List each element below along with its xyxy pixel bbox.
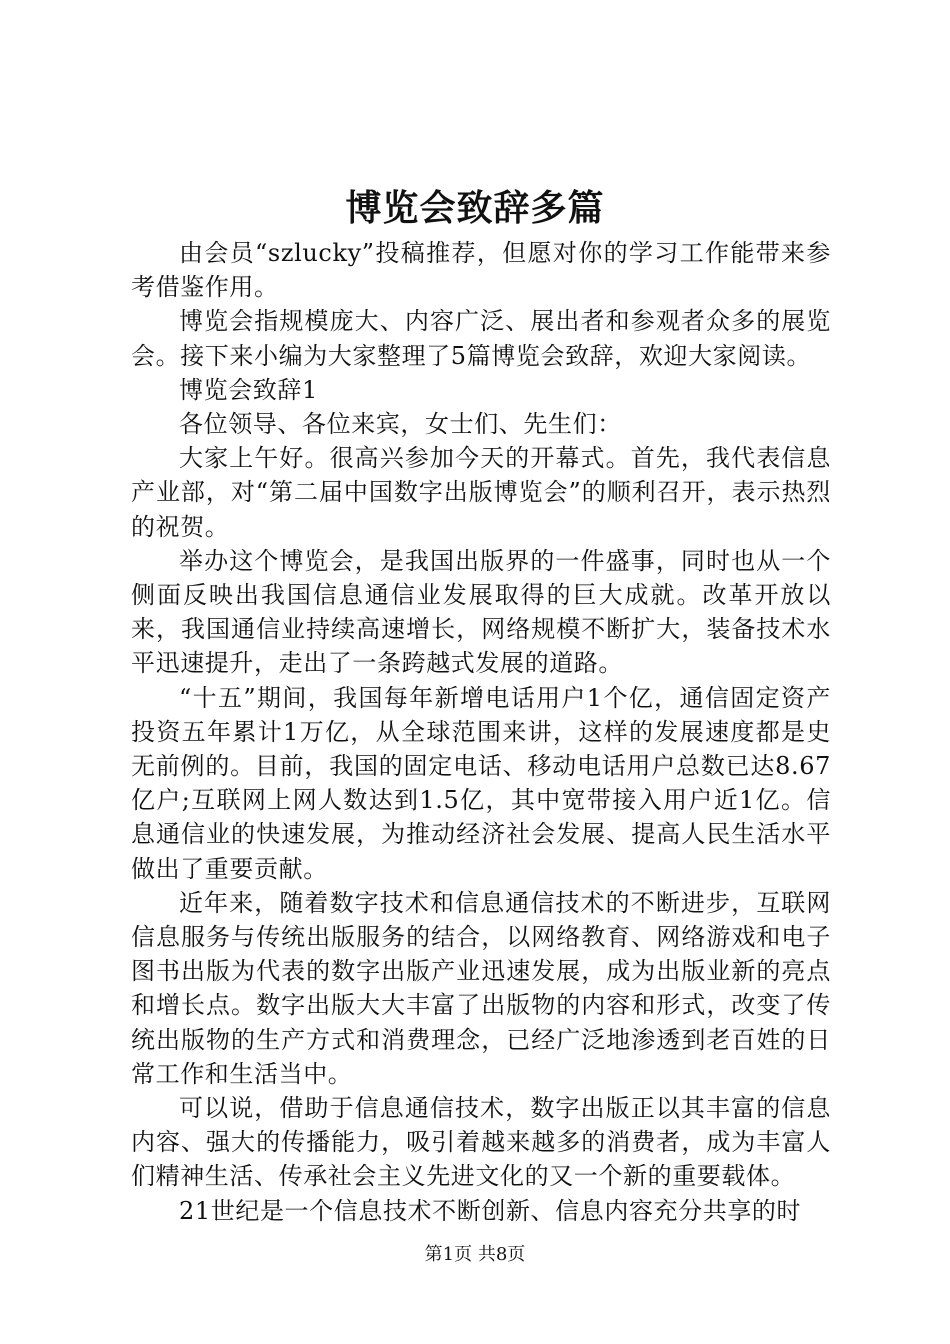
paragraph-statistics: “十五”期间，我国每年新增电话用户1个亿，通信固定资产投资五年累计1万亿，从全球范围来讲，这样的发展速度都是史无前例的。目前，我国的固定电话、移动电话用户总数已达8.67亿户;互联网上网人数达到1.5亿，其中宽带接入用户近1亿。信息通信业的快速发展，为推动经济社会发展、提高人民生活水平做出了重要贡献。 — [131, 683, 831, 883]
paragraph-salutation: 各位领导、各位来宾，女士们、先生们： — [179, 410, 622, 439]
section-heading: 博览会致辞1 — [179, 375, 318, 404]
paragraph-description: 博览会指规模庞大、内容广泛、展出者和参观者众多的展览会。接下来小编为大家整理了5篇博览会致辞，欢迎大家阅读。 — [131, 307, 831, 370]
paragraph-greeting: 大家上午好。很高兴参加今天的开幕式。首先，我代表信息产业部，对“第二届中国数字出版博览会”的顺利召开，表示热烈的祝贺。 — [131, 444, 831, 541]
document-title: 博览会致辞多篇 — [345, 187, 605, 229]
page-footer: 第1页 共8页 — [424, 1244, 526, 1265]
paragraph-conclusion: 可以说，借助于信息通信技术，数字出版正以其丰富的信息内容、强大的传播能力，吸引着越来越多的消费者，成为丰富人们精神生活、传承社会主义先进文化的又一个新的重要载体。 — [131, 1094, 831, 1191]
paragraph-continued: 21世纪是一个信息技术不断创新、信息内容充分共享的时 — [179, 1196, 802, 1225]
paragraph-intro: 由会员“szlucky”投稿推荐，但愿对你的学习工作能带来参考借鉴作用。 — [131, 239, 831, 302]
paragraph-event-significance: 举办这个博览会，是我国出版界的一件盛事，同时也从一个侧面反映出我国信息通信业发展取得的巨大成就。改革开放以来，我国通信业持续高速增长，网络规模不断扩大，装备技术水平迅速提升，走出了一条跨越式发展的道路。 — [131, 546, 831, 678]
paragraph-digital-publishing: 近年来，随着数字技术和信息通信技术的不断进步，互联网信息服务与传统出版服务的结合，以网络教育、网络游戏和电子图书出版为代表的数字出版产业迅速发展，成为出版业新的亮点和增长点。数字出版大大丰富了出版物的内容和形式，改变了传统出版物的生产方式和消费理念，已经广泛地渗透到老百姓的日常工作和生活当中。 — [131, 888, 831, 1088]
document-body — [131, 236, 831, 1228]
